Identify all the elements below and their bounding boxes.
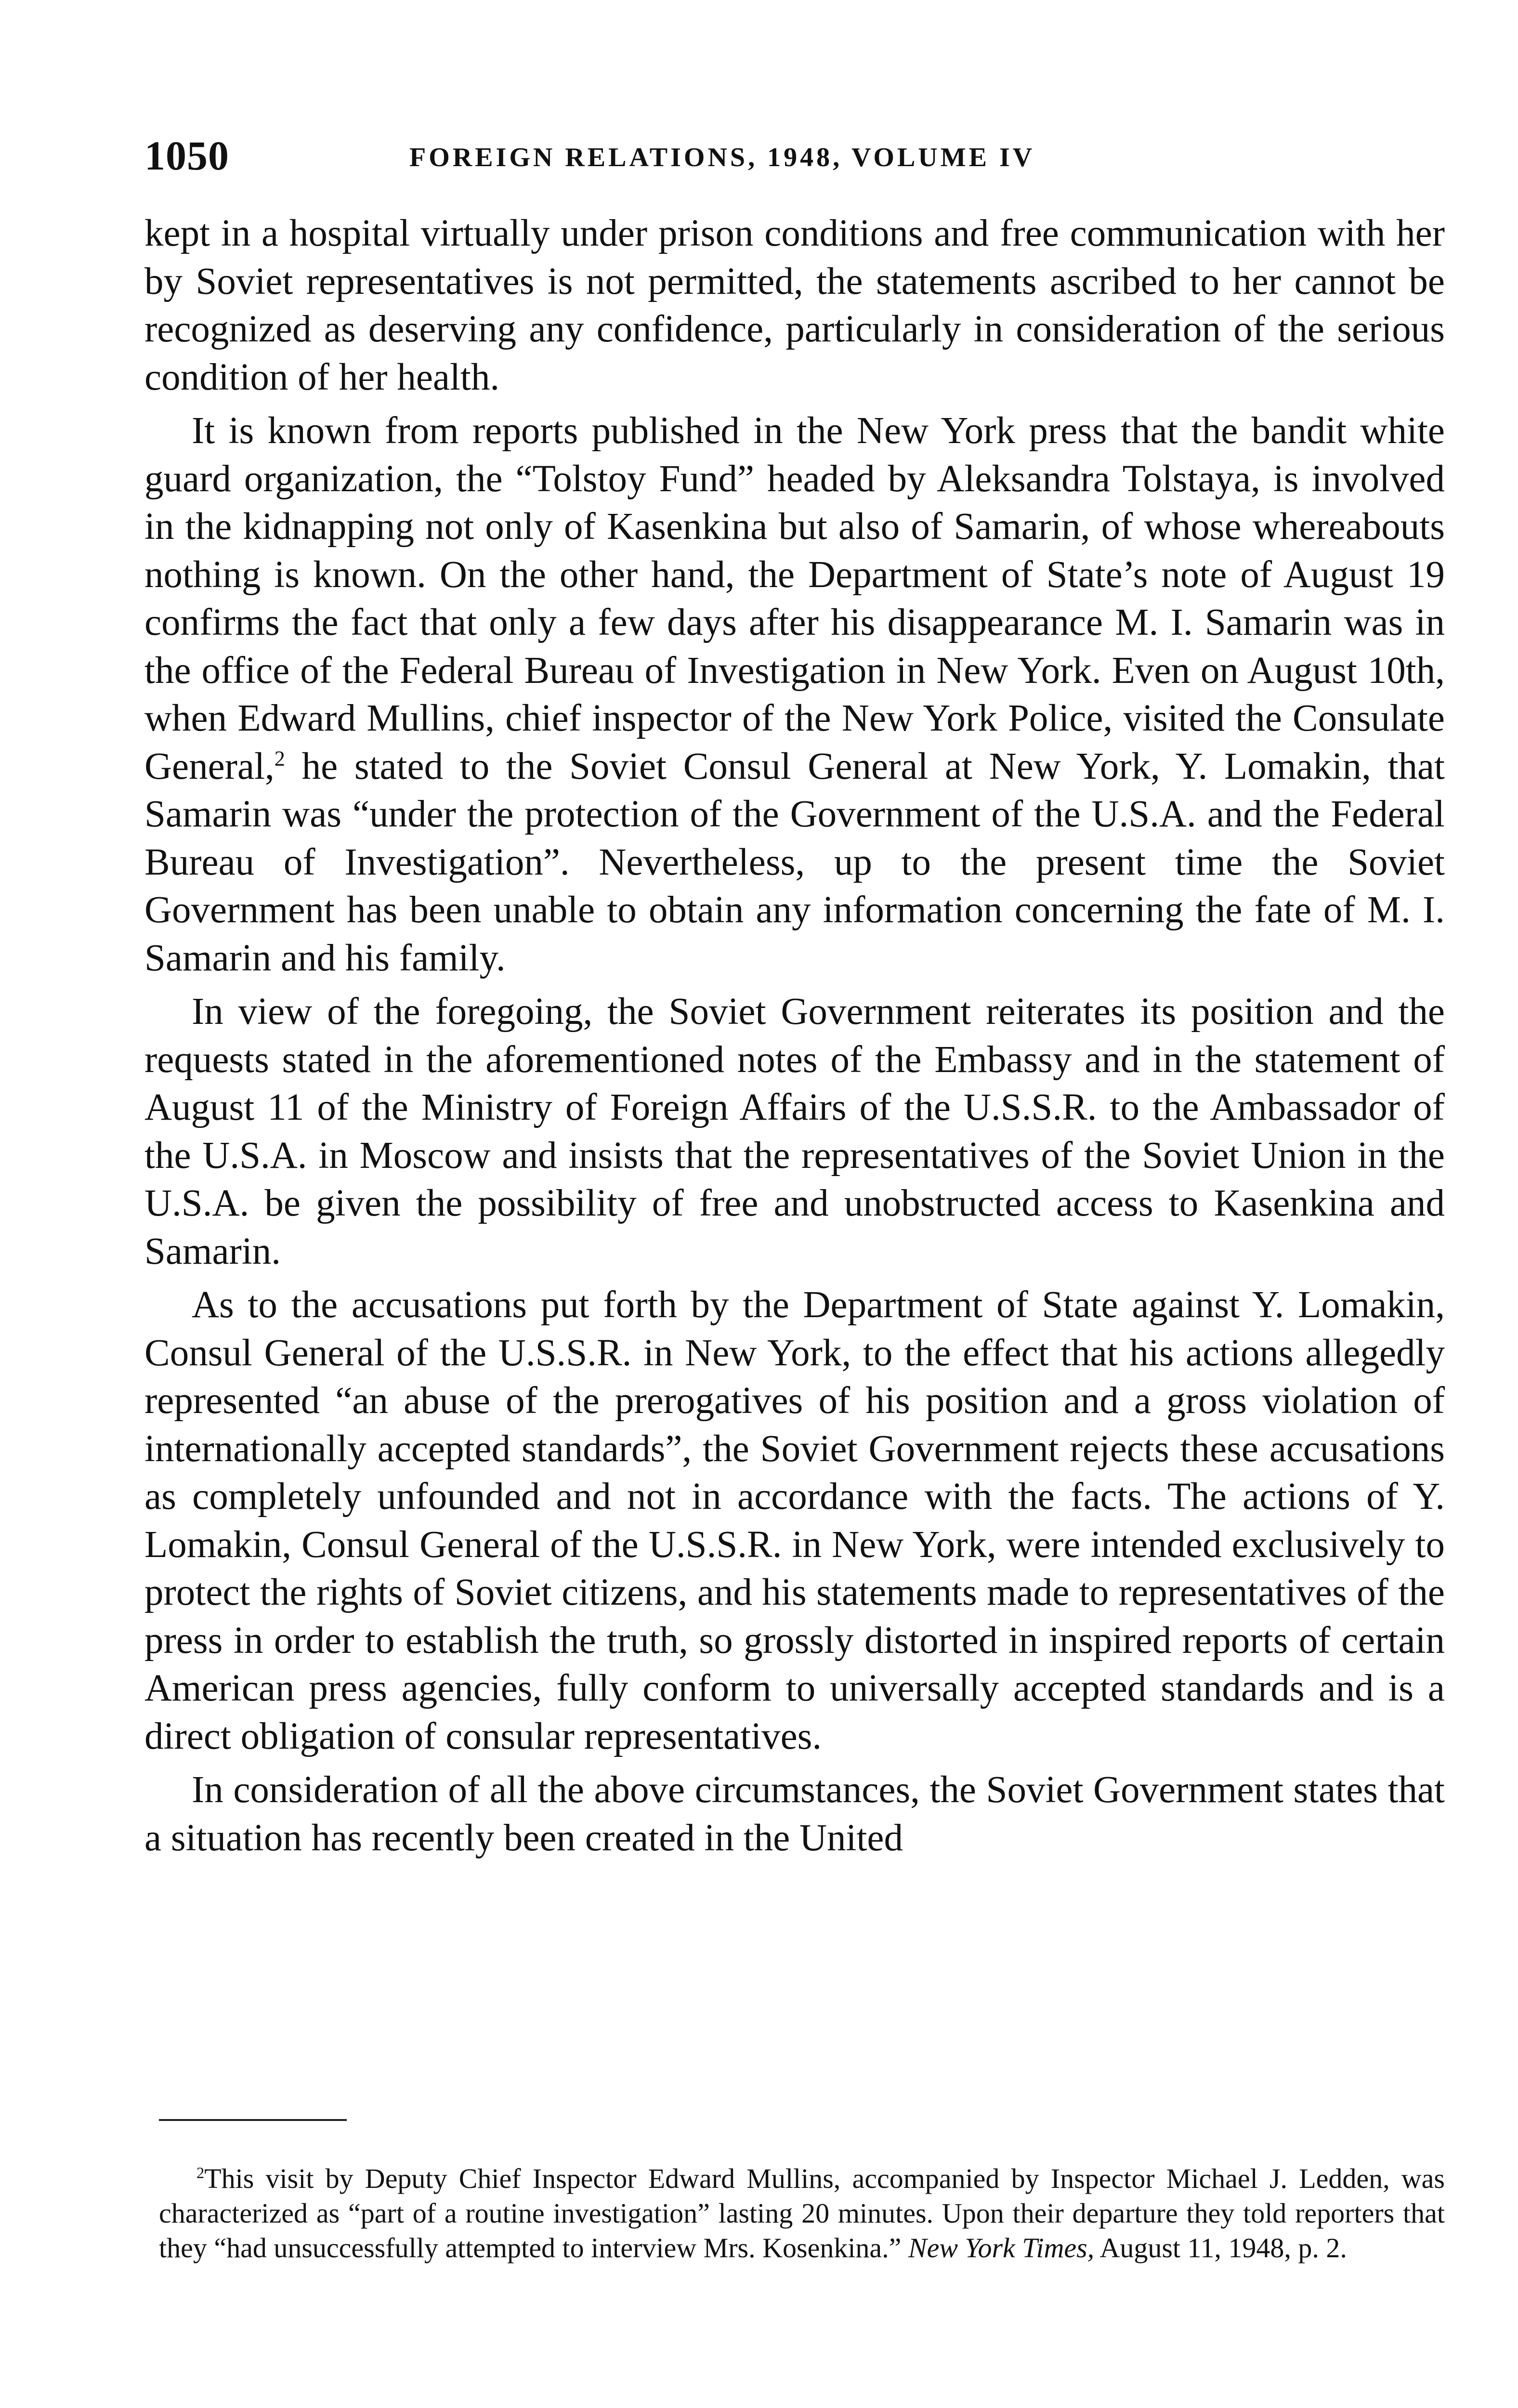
body-text <box>144 209 1445 1868</box>
footnote-rule <box>159 2119 347 2121</box>
paragraph-continuation: kept in a hospital virtually under prison conditions and free communication with her by Soviet representatives is not permitted, the statements ascribed to her cannot be recognized as deserving any confidence, particularly in consideration of the serious condition of her health. <box>144 212 1445 398</box>
footnote-source-title: New York Times, <box>908 2232 1095 2264</box>
footnote-reference-2: 2 <box>274 746 285 771</box>
paragraph-tolstoy-fund-text-before-note: It is known from reports published in the New York press that the bandit white guard organization, the “Tolstoy Fund” headed by Aleksandra Tolstaya, is involved in the kidnapping not only of Kasenkina but also of Samarin, of whose whereabouts nothing is known. On the other hand, the Department of State’s note of August 19 confirms the fact that only a few days after his disappearance M. I. Samarin was in the office of the Federal Bureau of Investigation in New York. Even on August 10th, when Edward Mullins, chief inspector of the New York Police, visited the Consulate General, <box>144 410 1445 787</box>
footnote-2 <box>159 2161 1445 2265</box>
footnote-source-date: August 11, 1948, p. 2. <box>1094 2232 1347 2264</box>
paragraph-accusations-rejected: As to the accusations put forth by the Department of State against Y. Lomakin, Consul General of the U.S.S.R. in New York, to the effect that his actions allegedly represented “an abuse of the prerogatives of his position and a gross violation of internationally accepted standards”, the Soviet Government rejects these accusations as completely unfounded and not in accordance with the facts. The actions of Y. Lomakin, Consul General of the U.S.S.R. in New York, were intended exclusively to protect the rights of Soviet citizens, and his statements made to representatives of the press in order to establish the truth, so grossly distorted in inspired reports of certain American press agencies, fully conform to universally accepted standards and is a direct obligation of consular representatives. <box>144 1284 1445 1757</box>
footnote-text: This visit by Deputy Chief Inspector Edward Mullins, accompanied by Inspector Michael J. Ledden, was characterized as “part of a routine investigation” lasting 20 minutes. Upon their departure they told reporters that they “had unsuccessfully attempted to interview Mrs. Kosenkina.” <box>159 2163 1445 2264</box>
running-head <box>144 129 1445 182</box>
paragraph-tolstoy-fund-text-after-note: he stated to the Soviet Consul General at New York, Y. Lomakin, that Samarin was “under the protection of the Government of the U.S.A. and the Federal Bureau of Investigation”. Nevertheless, up to the present time the Soviet Government has been unable to obtain any information concerning the fate of M. I. Samarin and his family. <box>144 745 1445 979</box>
paragraph-tolstoy-fund <box>144 407 1445 982</box>
footnote-marker: 2 <box>196 2164 205 2182</box>
page-number: 1050 <box>144 132 229 179</box>
paragraph-soviet-position: In view of the foregoing, the Soviet Government reiterates its position and the requests stated in the aforementioned notes of the Embassy and in the statement of August 11 of the Ministry of Foreign Affairs of the U.S.S.R. to the Ambassador of the U.S.A. in Moscow and insists that the representatives of the Soviet Union in the U.S.A. be given the possibility of free and unobstructed access to Kasenkina and Samarin. <box>144 991 1445 1272</box>
paragraph-circumstances: In consideration of all the above circumstances, the Soviet Government states that a situation has recently been created in the United <box>144 1769 1445 1859</box>
running-title: FOREIGN RELATIONS, 1948, VOLUME IV <box>409 143 1035 172</box>
